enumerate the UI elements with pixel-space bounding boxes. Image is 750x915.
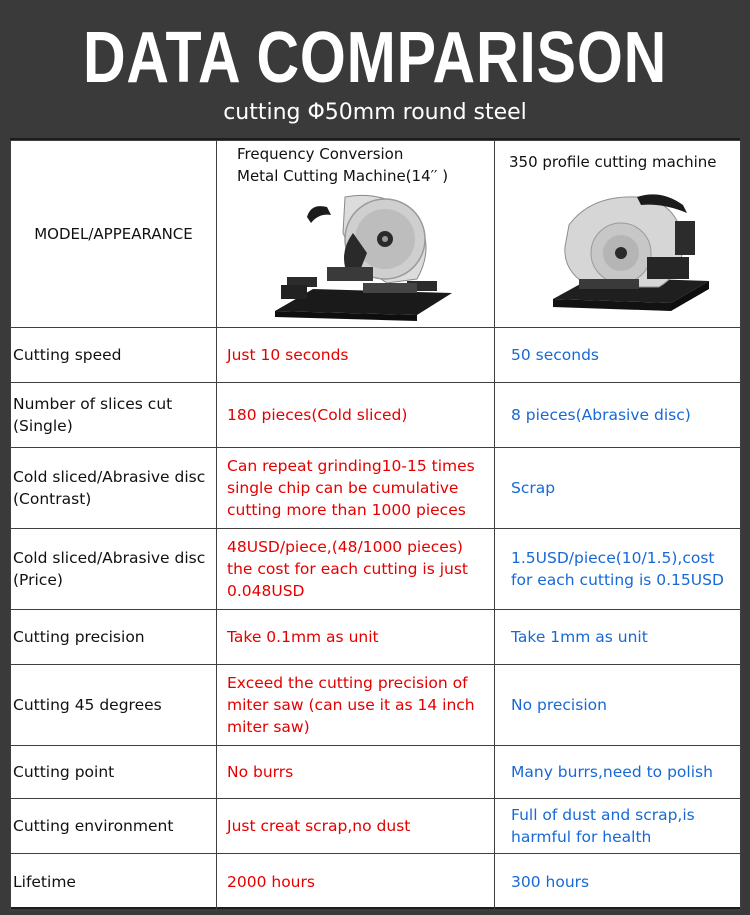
page-subtitle: cutting Φ50mm round steel: [223, 100, 527, 125]
comparison-sheet: [10, 138, 740, 909]
table-row: [11, 665, 741, 746]
machine-a-value: Can repeat grinding10-15 times single chip can be cumulative cutting more than 1000 pieces: [217, 448, 495, 529]
row-label: Lifetime: [11, 854, 217, 911]
machine-a-value: 48USD/piece,(48/1000 pieces) the cost for each cutting is just 0.048USD: [217, 529, 495, 610]
machine-b-value: 8 pieces(Abrasive disc): [495, 383, 741, 448]
machine-b-value: 50 seconds: [495, 328, 741, 383]
model-appearance-label: MODEL/APPEARANCE: [11, 141, 217, 328]
machine-a-cell: [217, 141, 495, 328]
machine-a-title-line2: Metal Cutting Machine(14′′ ): [237, 167, 449, 185]
table-row: [11, 854, 741, 911]
machine-a-value: Take 0.1mm as unit: [217, 610, 495, 665]
machine-a-value: No burrs: [217, 746, 495, 799]
profile-cutting-machine-image: [551, 191, 711, 323]
machine-a-title-line1: Frequency Conversion: [237, 145, 404, 163]
row-label: Cold sliced/Abrasive disc (Price): [11, 529, 217, 610]
page-title: DATA COMPARISON: [82, 18, 668, 98]
table-row: [11, 610, 741, 665]
row-label: Cutting environment: [11, 799, 217, 854]
header-row: [11, 141, 741, 328]
frequency-conversion-cutter-image: [267, 193, 457, 321]
machine-b-value: No precision: [495, 665, 741, 746]
machine-a-value: 180 pieces(Cold sliced): [217, 383, 495, 448]
row-label: Cutting 45 degrees: [11, 665, 217, 746]
row-label: Cold sliced/Abrasive disc (Contrast): [11, 448, 217, 529]
machine-b-value: Full of dust and scrap,is harmful for health: [495, 799, 741, 854]
machine-a-value: Just 10 seconds: [217, 328, 495, 383]
row-label: Number of slices cut (Single): [11, 383, 217, 448]
machine-b-value: Scrap: [495, 448, 741, 529]
table-row: [11, 746, 741, 799]
machine-b-cell: [495, 141, 741, 328]
table-row: [11, 799, 741, 854]
machine-a-title: [237, 143, 448, 187]
table-row: [11, 328, 741, 383]
machine-b-value: Take 1mm as unit: [495, 610, 741, 665]
comparison-table: [10, 140, 741, 911]
row-label: Cutting precision: [11, 610, 217, 665]
machine-b-title: 350 profile cutting machine: [509, 153, 717, 171]
table-row: [11, 383, 741, 448]
machine-a-value: Exceed the cutting precision of miter saw (can use it as 14 inch miter saw): [217, 665, 495, 746]
table-row: [11, 448, 741, 529]
row-label: Cutting point: [11, 746, 217, 799]
machine-b-value: 300 hours: [495, 854, 741, 911]
machine-a-value: 2000 hours: [217, 854, 495, 911]
row-label: Cutting speed: [11, 328, 217, 383]
machine-a-value: Just creat scrap,no dust: [217, 799, 495, 854]
table-row: [11, 529, 741, 610]
machine-b-value: Many burrs,need to polish: [495, 746, 741, 799]
machine-b-value: 1.5USD/piece(10/1.5),cost for each cutting is 0.15USD: [495, 529, 741, 610]
